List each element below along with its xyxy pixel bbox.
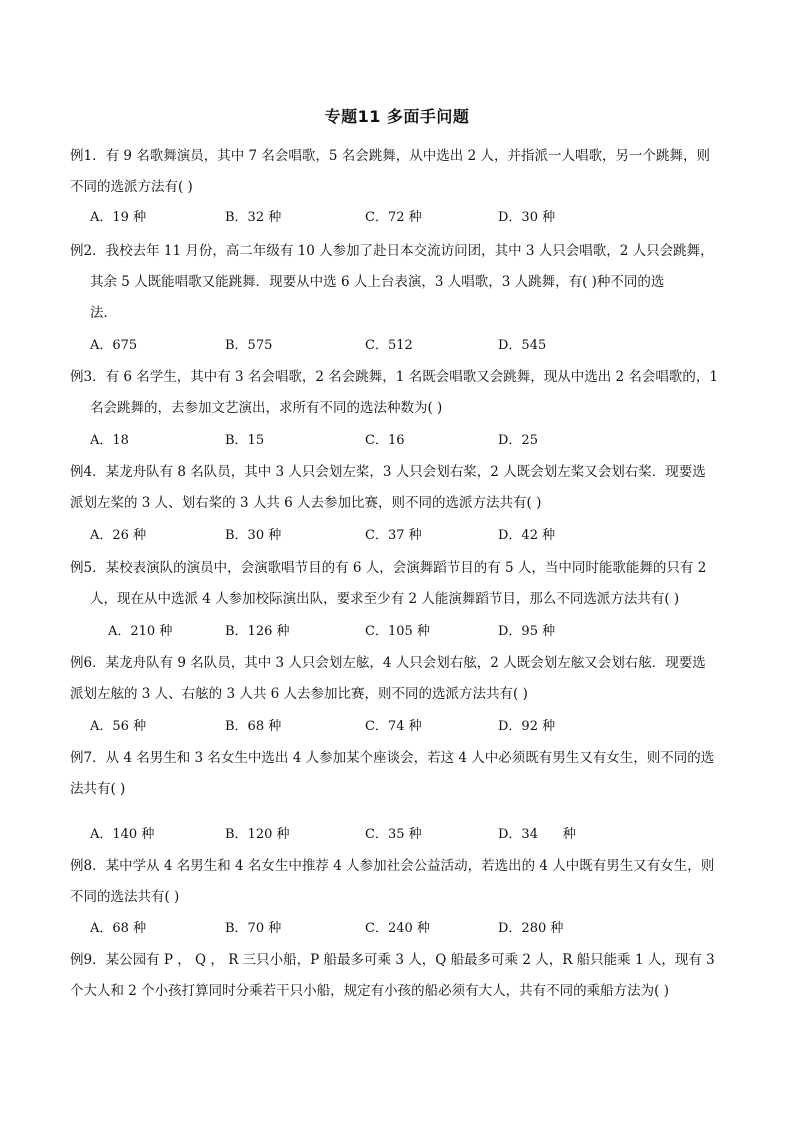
question-line: 个大人和 2 个小孩打算同时分乘若干只小船，规定有小孩的船必须有大人，共有不同的乘船方法为( ) [70, 983, 669, 999]
option-d: D．545 [498, 338, 547, 353]
option-c: C．37 种 [365, 528, 422, 543]
option-a: A．210 种 [108, 624, 173, 639]
page-title: 专题11 多面手问题 [324, 107, 470, 126]
option-d: D．95 种 [498, 624, 556, 639]
question-line: 人，现在从中选派 4 人参加校际演出队，要求至少有 2 人能演舞蹈节目，那么不同选派方法共有( ) [90, 591, 680, 607]
option-a: A．675 [90, 338, 138, 353]
question-3 [70, 362, 730, 424]
options-1 [90, 206, 730, 230]
option-b: B．32 种 [225, 210, 282, 225]
options-5 [90, 620, 730, 644]
options-3 [90, 429, 730, 453]
question-line: 例5．某校表演队的演员中，会演歌唱节目的有 6 人，会演舞蹈节目的有 5 人，当中同时能歌能舞的只有 2 [70, 560, 707, 576]
option-d: D．34 种 [498, 827, 576, 842]
question-line: 法共有( ) [70, 781, 126, 797]
option-c: C．35 种 [365, 827, 422, 842]
option-c: C．16 [365, 433, 405, 448]
question-line: 其余 5 人既能唱歌又能跳舞．现要从中选 6 人上台表演，3 人唱歌，3 人跳舞，有( )种不同的选 [90, 274, 665, 290]
question-line: 例7．从 4 名男生和 3 名女生中选出 4 人参加某个座谈会，若这 4 人中必须既有男生又有女生，则不同的选 [70, 750, 715, 766]
option-b: B．68 种 [225, 719, 282, 734]
option-b: B．120 种 [225, 827, 290, 842]
question-line: 不同的选法共有( ) [70, 889, 180, 905]
question-line: 不同的选派方法有( ) [70, 179, 193, 195]
question-line: 例3．有 6 名学生，其中有 3 名会唱歌，2 名会跳舞，1 名既会唱歌又会跳舞，现从中选出 2 名会唱歌的，1 [70, 369, 718, 385]
option-d: D．280 种 [498, 921, 564, 936]
option-a: A．18 [90, 433, 129, 448]
question-line: 例9．某公园有 P ， Q ， R 三只小船，P 船最多可乘 3 人，Q 船最多可乘 2 人，R 船只能乘 1 人，现有 3 [70, 952, 715, 968]
option-b: B．30 种 [225, 528, 282, 543]
option-c: C．74 种 [365, 719, 422, 734]
question-5 [70, 553, 730, 615]
option-a: A．26 种 [90, 528, 147, 543]
option-d: D．42 种 [498, 528, 556, 543]
options-6 [90, 715, 730, 739]
options-4 [90, 524, 730, 548]
question-1 [70, 141, 730, 203]
option-c: C．512 [365, 338, 413, 353]
question-line: 派划左舷的 3 人、右舷的 3 人共 6 人去参加比赛，则不同的选派方法共有( ) [70, 686, 528, 702]
option-b: B．70 种 [225, 921, 282, 936]
options-8 [90, 917, 730, 941]
option-a: A．68 种 [90, 921, 147, 936]
question-6 [70, 648, 730, 710]
option-b: B．126 种 [225, 624, 290, 639]
option-a: A．140 种 [90, 827, 155, 842]
question-line: 例8．某中学从 4 名男生和 4 名女生中推荐 4 人参加社会公益活动，若选出的 4 人中既有男生又有女生，则 [70, 858, 715, 874]
option-c: C．105 种 [365, 624, 430, 639]
options-7 [90, 823, 730, 847]
option-c: C．240 种 [365, 921, 430, 936]
question-9 [70, 945, 730, 1007]
question-8 [70, 851, 730, 913]
option-a: A．56 种 [90, 719, 147, 734]
question-7 [70, 743, 730, 805]
question-2 [70, 236, 730, 329]
question-line: 例1．有 9 名歌舞演员，其中 7 名会唱歌，5 名会跳舞，从中选出 2 人，并指派一人唱歌，另一个跳舞，则 [70, 148, 710, 164]
option-d: D．25 [498, 433, 538, 448]
question-line: 名会跳舞的，去参加文艺演出，求所有不同的选法种数为( ) [90, 400, 443, 416]
question-line: 法． [90, 305, 117, 321]
option-b: B．575 [225, 338, 273, 353]
option-d: D．30 种 [498, 210, 556, 225]
option-c: C．72 种 [365, 210, 422, 225]
question-4 [70, 457, 730, 519]
question-line: 派划左桨的 3 人、划右桨的 3 人共 6 人去参加比赛，则不同的选派方法共有( ) [70, 495, 542, 511]
option-a: A．19 种 [90, 210, 147, 225]
option-d: D．92 种 [498, 719, 556, 734]
options-2 [90, 334, 730, 358]
question-line: 例6．某龙舟队有 9 名队员，其中 3 人只会划左舷，4 人只会划右舷，2 人既会划左舷又会划右舷．现要选 [70, 655, 706, 671]
question-line: 例4．某龙舟队有 8 名队员，其中 3 人只会划左桨，3 人只会划右桨，2 人既会划左桨又会划右桨．现要选 [70, 464, 706, 480]
question-line: 例2．我校去年 11 月份，高二年级有 10 人参加了赴日本交流访问团，其中 3 人只会唱歌，2 人只会跳舞， [70, 243, 714, 259]
option-b: B．15 [225, 433, 265, 448]
